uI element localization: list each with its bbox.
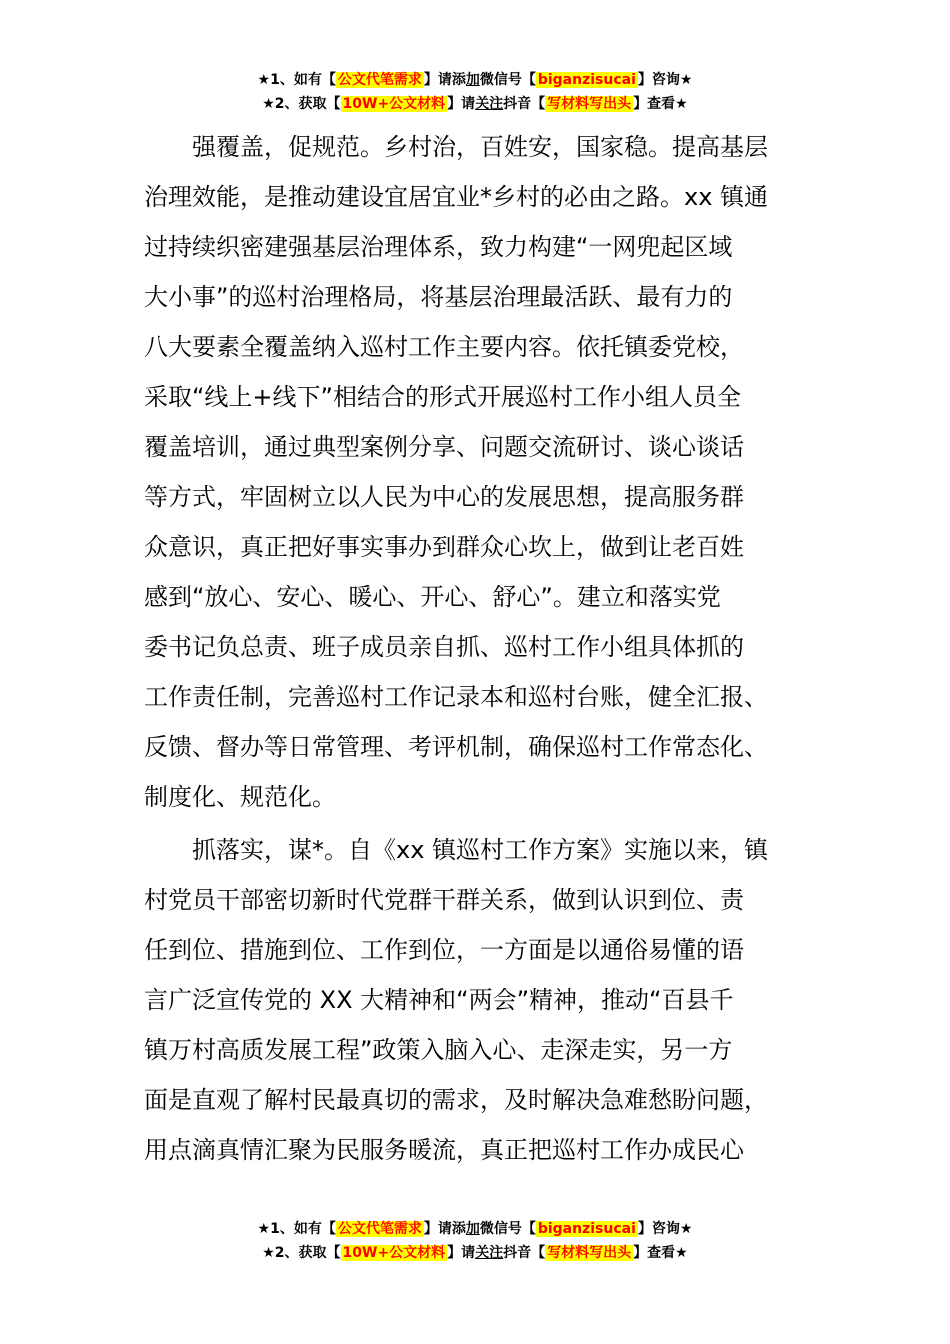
text-line: 八大要素全覆盖纳入巡村工作主要内容。依托镇委党校， [144,333,744,361]
banner-line-1 [0,1217,950,1241]
banner-underlined: 关注 [475,1245,504,1261]
banner-line-2 [0,92,950,116]
paragraph-2 [144,825,814,1175]
banner-line-2 [0,1241,950,1265]
text-line: 任到位、措施到位、工作到位，一方面是以通俗易懂的语 [144,936,744,964]
banner-text: 】请添 [423,72,466,88]
banner-line-1 [0,68,950,92]
text-line: 言广泛宣传党的 XX 大精神和“两会”精神，推动“百县千 [144,986,734,1014]
banner-text: 微信号【 [479,72,536,88]
text-line: 过持续织密建强基层治理体系，致力构建“一网兜起区域 [144,233,733,261]
text-line: 制度化、规范化。 [144,783,336,811]
highlight-service: 公文代笔需求 [337,1221,422,1237]
highlight-materials: 10W+公文材料 [342,96,446,112]
highlight-wechat-id: biganzisucai [537,72,636,88]
banner-text: ★1、如有【 [257,1221,336,1237]
banner-text: ★2、获取【 [262,96,341,112]
banner-text: ★2、获取【 [262,1245,341,1261]
text-line: 治理效能，是推动建设宜居宜业*乡村的必由之路。xx 镇通 [144,183,769,211]
banner-text: 】咨询★ [637,72,693,88]
banner-text: 抖音【 [503,96,546,112]
text-line: 众意识，真正把好事实事办到群众心坎上，做到让老百姓 [144,533,744,561]
text-line: 强覆盖，促规范。乡村治，百姓安，国家稳。提高基层 [144,133,768,161]
text-line: 覆盖培训，通过典型案例分享、问题交流研讨、谈心谈话 [144,433,744,461]
text-line: 用点滴真情汇聚为民服务暖流，真正把巡村工作办成民心 [144,1136,744,1164]
banner-text: 微信号【 [479,1221,536,1237]
header-banner [0,68,950,116]
banner-underlined: 关注 [475,96,504,112]
text-line: 村党员干部密切新时代党群干群关系，做到认识到位、责 [144,886,744,914]
text-line: 镇万村高质发展工程”政策入脑入心、走深走实，另一方 [144,1036,733,1064]
highlight-materials: 10W+公文材料 [342,1245,446,1261]
banner-underlined: 加 [465,72,480,88]
banner-text: ★1、如有【 [257,72,336,88]
banner-text: 】请 [447,1245,476,1261]
text-line: 大小事”的巡村治理格局，将基层治理最活跃、最有力的 [144,283,733,311]
text-line: 采取“线上+线下”相结合的形式开展巡村工作小组人员全 [144,383,741,411]
banner-text: 】请 [447,96,476,112]
text-line: 等方式，牢固树立以人民为中心的发展思想，提高服务群 [144,483,744,511]
highlight-douyin-account: 写材料写出头 [547,1245,632,1261]
document-body [144,122,814,1175]
banner-text: 】查看★ [633,96,688,112]
banner-text: 】请添 [423,1221,466,1237]
banner-text: 】咨询★ [637,1221,693,1237]
text-line: 抓落实，谋*。自《xx 镇巡村工作方案》实施以来，镇 [144,836,769,864]
highlight-douyin-account: 写材料写出头 [547,96,632,112]
text-line: 反馈、督办等日常管理、考评机制，确保巡村工作常态化、 [144,733,768,761]
banner-text: 抖音【 [503,1245,546,1261]
footer-banner [0,1217,950,1265]
text-line: 感到“放心、安心、暖心、开心、舒心”。建立和落实党 [144,583,721,611]
highlight-wechat-id: biganzisucai [537,1221,636,1237]
banner-underlined: 加 [465,1221,480,1237]
banner-text: 】查看★ [633,1245,688,1261]
highlight-service: 公文代笔需求 [337,72,422,88]
text-line: 工作责任制，完善巡村工作记录本和巡村台账，健全汇报、 [144,683,768,711]
text-line: 面是直观了解村民最真切的需求，及时解决急难愁盼问题， [144,1086,768,1114]
paragraph-1 [144,122,814,822]
text-line: 委书记负总责、班子成员亲自抓、巡村工作小组具体抓的 [144,633,744,661]
